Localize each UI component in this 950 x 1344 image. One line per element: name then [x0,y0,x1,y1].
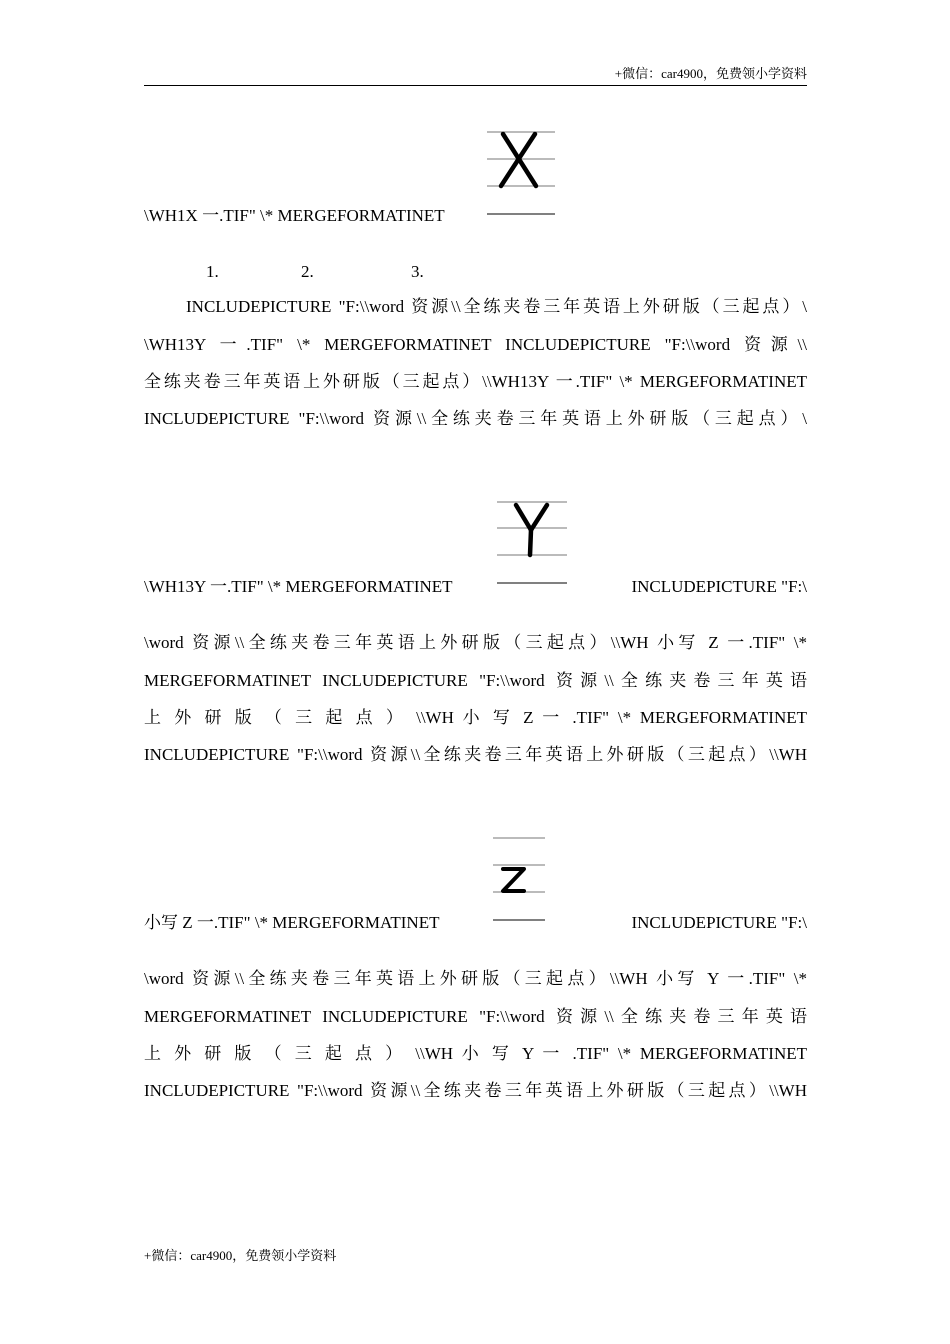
number-1: 1. [206,262,219,281]
number-2: 2. [301,262,314,281]
text-line-1: \WH1X 一.TIF" \* MERGEFORMATINET [144,206,445,225]
number-3: 3. [411,262,424,281]
text-line-8: MERGEFORMATINET INCLUDEPICTURE "F:\\word 资源\\全练夹卷三年英语 [144,671,807,690]
text-line-9: 上 外 研 版 （ 三 起 点 ） \\WH 小 写 Z 一 .TIF" \* MERGEFORMATINET [144,708,807,727]
text-line-6b: INCLUDEPICTURE "F:\ [631,577,807,596]
page-header: +微信：car4900，免费领小学资料 [614,66,807,81]
text-line-4: 全练夹卷三年英语上外研版（三起点）\\WH13Y 一.TIF" \* MERGEFORMATINET [144,372,807,391]
text-line-11a: 小写 Z 一.TIF" \* MERGEFORMATINET [144,913,440,932]
text-line-13: MERGEFORMATINET INCLUDEPICTURE "F:\\word 资源\\全练夹卷三年英语 [144,1007,807,1026]
letter-z-image [493,836,545,922]
header-rule [144,85,807,86]
text-line-12: \word 资源\\全练夹卷三年英语上外研版（三起点）\\WH 小写 Y 一.TIF" \* [144,969,807,988]
text-line-3: \WH13Y 一.TIF" \* MERGEFORMATINET INCLUDEPICTURE "F:\\word 资源\\ [144,335,807,354]
text-line-15: INCLUDEPICTURE "F:\\word 资源\\全练夹卷三年英语上外研版（三起点）\\WH [144,1081,807,1100]
text-line-5: INCLUDEPICTURE "F:\\word 资源\\全练夹卷三年英语上外研版（三起点）\ [144,409,807,428]
letter-x-image [487,130,555,216]
text-line-10: INCLUDEPICTURE "F:\\word 资源\\全练夹卷三年英语上外研版（三起点）\\WH [144,745,807,764]
page-footer: +微信：car4900，免费领小学资料 [144,1248,337,1263]
text-line-11b: INCLUDEPICTURE "F:\ [631,913,807,932]
letter-y-image [497,500,567,586]
text-line-14: 上 外 研 版 （ 三 起 点 ） \\WH 小 写 Y 一 .TIF" \* MERGEFORMATINET [144,1044,807,1063]
text-line-6a: \WH13Y 一.TIF" \* MERGEFORMATINET [144,577,453,596]
text-line-2: INCLUDEPICTURE "F:\\word 资源\\全练夹卷三年英语上外研版（三起点）\ [186,297,807,316]
text-line-7: \word 资源\\全练夹卷三年英语上外研版（三起点）\\WH 小写 Z 一.TIF" \* [144,633,807,652]
